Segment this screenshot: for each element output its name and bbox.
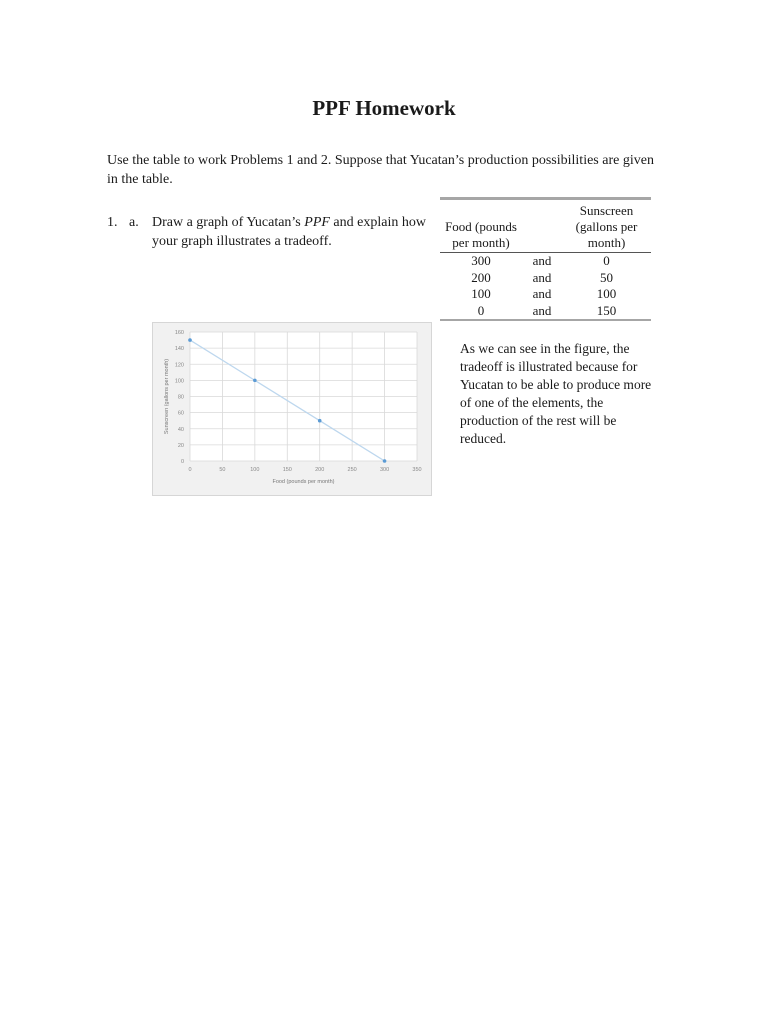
table-row [440,270,651,287]
answer-paragraph: As we can see in the figure, the tradeoff is illustrated because for Yucatan to be able to produce more of one of the elements, the production of the rest will be reduced. [460,341,652,446]
x-tick-label: 0 [188,467,192,473]
cell-food: 0 [477,302,485,318]
problem-letter: a. [129,215,139,230]
y-tick-label: 140 [174,346,184,353]
cell-sunscreen: 50 [600,269,613,285]
ppf-chart-svg [153,323,431,495]
table-header-row [440,199,651,253]
intro-paragraph: Use the table to work Problems 1 and 2. Suppose that Yucatan’s production possibilities are given in the table. [107,153,654,187]
cell-sunscreen: 150 [596,302,617,318]
x-tick-label: 150 [282,467,292,473]
x-tick-label: 100 [250,467,260,473]
y-tick-label: 80 [177,394,184,401]
table-row [440,286,651,303]
data-point [188,338,192,342]
problem-text-ppf: PPF [304,215,330,230]
problem-text-start: Draw a graph of Yucatan’s [152,215,305,230]
data-point [383,459,387,463]
cell-food: 200 [471,269,491,285]
problem-text [152,213,427,251]
cell-sunscreen: 100 [596,286,617,302]
x-tick-label: 250 [347,467,357,473]
ppf-chart [152,322,432,496]
production-possibilities-table [440,197,651,321]
data-point [318,419,322,423]
y-tick-label: 20 [177,442,184,449]
problem-text-end: and explain how your graph illustrates a tradeoff. [152,215,426,249]
y-tick-label: 0 [180,459,184,465]
x-tick-label: 200 [315,467,325,473]
data-point [253,379,257,383]
page-title: PPF Homework [312,96,456,120]
cell-and: and [532,253,552,269]
y-tick-label: 60 [177,410,184,417]
problem-number: 1. [107,215,118,230]
cell-and: and [532,269,552,285]
y-tick-label: 120 [174,362,184,369]
table-row [440,253,651,270]
x-tick-label: 300 [379,467,390,473]
cell-sunscreen: 0 [603,253,610,269]
table-row [440,303,651,321]
y-tick-label: 160 [174,330,184,336]
x-axis-label: Food (pounds per month) [272,479,335,485]
y-tick-label: 40 [177,426,184,433]
header-sunscreen: Sunscreen (gallons per month) [575,203,638,250]
header-spacer [522,199,562,253]
x-tick-label: 50 [219,467,226,473]
header-food: Food (pounds per month) [445,219,517,250]
x-tick-label: 350 [412,467,422,473]
y-tick-label: 100 [174,378,184,385]
cell-food: 100 [471,286,491,302]
cell-and: and [532,302,552,318]
cell-food: 300 [471,253,491,269]
cell-and: and [532,286,552,302]
y-axis-label: Sunscreen (gallons per month) [164,358,170,435]
